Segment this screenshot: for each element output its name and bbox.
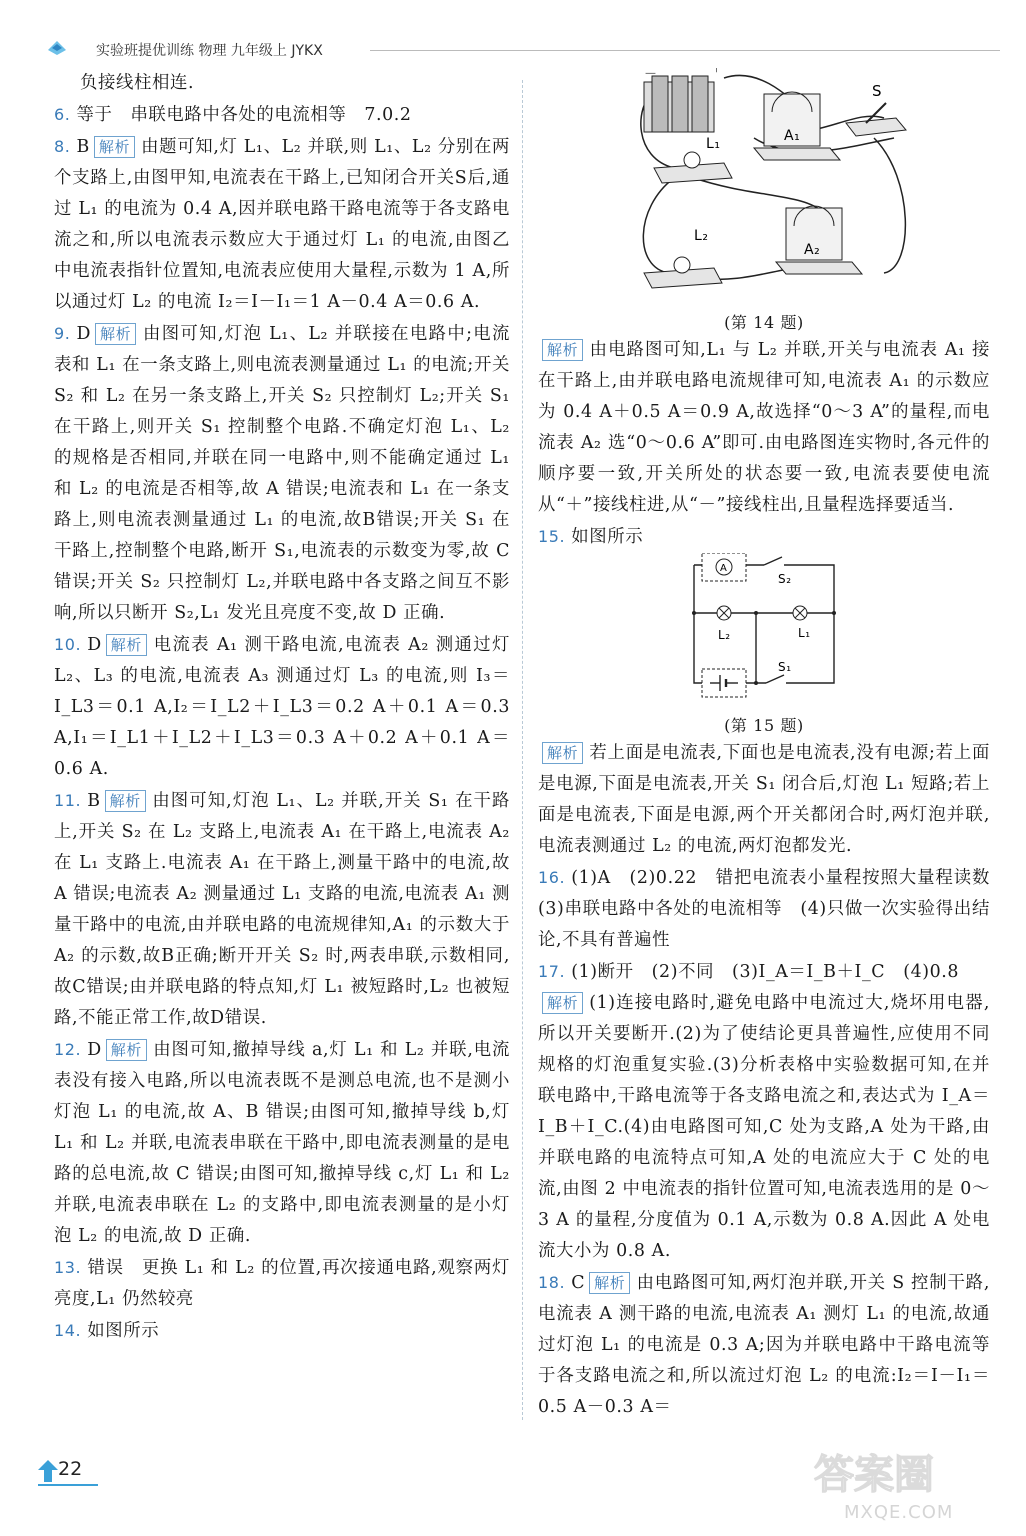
- lamp-l1-label: L₁: [798, 626, 811, 640]
- watermark-text: MXQE.COM: [844, 1502, 954, 1523]
- analysis-text: 若上面是电流表,下面也是电流表,没有电源;若上面是电源,下面是电流表,开关 S₁ 闭合后,灯泡 L₁ 短路;若上面是电流表,下面是电源,两个开关都闭合时,两灯泡并联,电流表测通过 L₂ 的电流,两灯泡都发光.: [538, 743, 990, 856]
- answer-12: [54, 1034, 510, 1252]
- answer-text: (1)断开 (2)不同 (3)I_A＝I_B＋I_C (4)0.8: [571, 962, 960, 982]
- answer-17: [538, 956, 990, 988]
- answer-9: [54, 318, 510, 629]
- analysis-tag: 解析: [105, 790, 146, 812]
- analysis-text: 由电路图可知,L₁ 与 L₂ 并联,开关与电流表 A₁ 接在干路上,由并联电路电流规律可知,电流表 A₁ 的示数应为 0.4 A＋0.5 A＝0.9 A,故选择“0～3 A”的量程,而电流表 A₂ 选“0～0.6 A”即可.由电路图连实物时,各元件的顺序要一致,开关所处的状态要一致,电流表要使电流从“＋”接线柱进,从“－”接线柱出,且量程选择要适当.: [538, 340, 990, 515]
- switch-label: S: [872, 82, 883, 100]
- answer-text: (1)A (2)0.22 错把电流表小量程按照大量程读数 (3)串联电路中各处的电流相等 (4)只做一次实验得出结论,不具有普遍性: [538, 868, 1008, 950]
- page-number: [38, 1456, 90, 1486]
- battery-plus-label: ＋: [710, 68, 724, 76]
- answer-text: 错误 更换 L₁ 和 L₂ 的位置,再次接通电路,观察两灯亮度,L₁ 仍然较亮: [54, 1258, 510, 1309]
- right-column: [538, 68, 1008, 1423]
- answer-choice: B: [76, 137, 90, 157]
- question-number: 10.: [54, 635, 82, 654]
- battery-minus-label: －: [644, 68, 658, 82]
- answer-11: [54, 785, 510, 1034]
- question-number: 9.: [54, 324, 71, 343]
- answer-choice: D: [76, 324, 92, 344]
- lamp-l2-label: L₂: [718, 628, 731, 642]
- header-rule: [370, 50, 1000, 51]
- question-number: 12.: [54, 1040, 82, 1059]
- analysis-tag: 解析: [542, 339, 583, 361]
- analysis-tag: 解析: [95, 323, 136, 345]
- lamp-l2-symbol-icon: [717, 606, 731, 620]
- battery-icon: [644, 76, 714, 132]
- analysis-tag: 解析: [589, 1272, 630, 1294]
- answer-5-cont: 负接线柱相连.: [80, 73, 195, 93]
- up-arrow-icon: [38, 1460, 58, 1482]
- figure-14-caption: (第 14 题): [724, 313, 804, 332]
- figure-15-circuit: [674, 553, 854, 703]
- switch-s2-label: S₂: [778, 572, 792, 586]
- page-header: [40, 38, 1000, 58]
- ammeter-a2-icon: [776, 206, 862, 274]
- watermark-logo: [804, 1440, 1004, 1530]
- question-number: 11.: [54, 791, 82, 810]
- answer-6: [54, 99, 510, 131]
- analysis-text: 由图可知,撤掉导线 a,灯 L₁ 和 L₂ 并联,电流表没有接入电路,所以电流表既不是测总电流,也不是测小灯泡 L₁ 的电流,故 A、B 错误;由图可知,撤掉导线 b,灯 L₁ 和 L₂ 并联,电流表串联在干路中,即电流表测量的是电路的总电流,故 C 错误;由图可知,撤掉导线 c,灯 L₁ 和 L₂ 并联,电流表串联在 L₂ 的支路中,即电流表测量的是小灯泡 L₂ 的电流,故 D 正确.: [54, 1040, 510, 1246]
- answer-text: 等于 串联电路中各处的电流相等 7.0.2: [76, 105, 412, 125]
- question-number: 13.: [54, 1258, 82, 1277]
- answer-13: [54, 1252, 510, 1315]
- lamp-l1-label: L₁: [706, 136, 721, 152]
- question-number: 18.: [538, 1273, 566, 1292]
- analysis-17: [538, 988, 990, 1267]
- answer-10: [54, 629, 510, 785]
- question-number: 16.: [538, 868, 566, 887]
- figure-14: [538, 68, 990, 335]
- ammeter-a1-label: A₁: [784, 128, 801, 144]
- lamp-l1-icon: [654, 152, 732, 183]
- question-number: 14.: [54, 1321, 82, 1340]
- switch-s2-symbol-icon: [764, 557, 784, 569]
- switch-icon: [846, 103, 906, 136]
- switch-s1-label: S₁: [778, 660, 792, 674]
- analysis-text: 由图可知,灯泡 L₁、L₂ 并联接在电路中;电流表和 L₁ 在一条支路上,则电流表测量通过 L₁ 的电流;开关 S₂ 和 L₂ 在另一条支路上,开关 S₂ 只控制灯 L₂;开关 S₁ 在干路上,则开关 S₁ 控制整个电路.不确定灯泡 L₁、L₂ 的规格是否相同,并联在同一电路中,则不能确定通过 L₁ 和 L₂ 的电流是否相等,故 A 错误;电流表和 L₁ 在一条支路上,则电流表测量通过 L₁ 的电流,故B错误;开关 S₁ 在干路上,控制整个电路,断开 S₁,电流表的示数变为零,故 C 错误;开关 S₂ 只控制灯 L₂,并联电路中各支路之间互不影响,所以只断开 S₂,L₁ 发光且亮度不变,故 D 正确.: [54, 324, 510, 623]
- analysis-tag: 解析: [106, 1039, 147, 1061]
- book-logo-icon: [46, 36, 68, 58]
- figure-14-drawing: [614, 68, 914, 300]
- question-number: 8.: [54, 137, 71, 156]
- lamp-l2-label: L₂: [694, 228, 709, 244]
- figure-15: [538, 553, 990, 738]
- answer-18: [538, 1267, 990, 1423]
- answer-8: [54, 131, 510, 318]
- analysis-tag: 解析: [542, 992, 583, 1014]
- left-column: [54, 68, 510, 1347]
- question-number: 15.: [538, 527, 566, 546]
- analysis-14: [538, 335, 990, 521]
- ammeter-label: A: [720, 563, 728, 574]
- analysis-15: [538, 738, 990, 862]
- column-divider: [522, 80, 523, 1420]
- answer-choice: C: [571, 1273, 586, 1293]
- analysis-text: 电流表 A₁ 测干路电流,电流表 A₂ 测通过灯 L₂、L₃ 的电流,电流表 A₃ 测通过灯 L₃ 的电流,则 I₃＝I_L3＝0.1 A,I₂＝I_L2＋I_L3＝0.2 A＋0.1 A＝0.3 A,I₁＝I_L1＋I_L2＋I_L3＝0.3 A＋0.2 A＋0.1 A＝0.6 A.: [54, 635, 510, 779]
- lamp-l1-symbol-icon: [793, 606, 807, 620]
- analysis-tag: 解析: [94, 136, 135, 158]
- question-number: 6.: [54, 105, 71, 124]
- svg-text:答案圈: 答案圈: [814, 1452, 934, 1498]
- answer-choice: D: [87, 1040, 102, 1060]
- answer-16: [538, 862, 1008, 956]
- question-number: 17.: [538, 962, 566, 981]
- analysis-text: 由图可知,灯泡 L₁、L₂ 并联,开关 S₁ 在干路上,开关 S₂ 在 L₂ 支路上,电流表 A₁ 在干路上,电流表 A₂ 在 L₁ 支路上.电流表 A₁ 在干路上,测量干路中的电流,故 A 错误;电流表 A₂ 测量通过 L₁ 支路的电流,电流表 A₁ 测量干路中的电流,由并联电路的电流规律知,A₁ 的示数大于 A₂ 的示数,故B正确;断开开关 S₂ 时,两表串联,示数相同,故C错误;由并联电路的特点知,灯 L₁ 被短路时,L₂ 也被短路,不能正常工作,故D错误.: [54, 791, 510, 1028]
- answer-choice: D: [87, 635, 102, 655]
- answer-text: 如图所示: [571, 527, 644, 547]
- answer-15: [538, 521, 990, 553]
- analysis-tag: 解析: [106, 634, 147, 656]
- analysis-text: 由题可知,灯 L₁、L₂ 并联,则 L₁、L₂ 分别在两个支路上,由图甲知,电流表在干路上,已知闭合开关S后,通过 L₁ 的电流为 0.4 A,因并联电路干路电流等于各支路电流之和,所以电流表示数应大于通过灯 L₁ 的电流,由图乙中电流表指针位置知,电流表应使用大量程,示数为 1 A,所以通过灯 L₂ 的电流 I₂＝I－I₁＝1 A－0.4 A＝0.6 A.: [54, 137, 510, 312]
- analysis-tag: 解析: [542, 742, 583, 764]
- figure-15-caption: (第 15 题): [724, 716, 804, 735]
- answer-choice: B: [87, 791, 101, 811]
- page-number-rule: [38, 1484, 98, 1486]
- analysis-text: 由电路图可知,两灯泡并联,开关 S 控制干路,电流表 A 测干路的电流,电流表 A₁ 测灯 L₁ 的电流,故通过灯泡 L₁ 的电流是 0.3 A;因为并联电路中干路电流等于各支路电流之和,所以流过灯泡 L₂ 的电流:I₂＝I－I₁＝0.5 A－0.3 A＝: [538, 1273, 990, 1417]
- switch-s1-symbol-icon: [766, 675, 786, 687]
- ammeter-a2-label: A₂: [804, 242, 821, 258]
- answer-14: [54, 1315, 510, 1347]
- page-number-text: 22: [58, 1458, 83, 1480]
- answer-text: 如图所示: [87, 1321, 160, 1341]
- header-title: 实验班提优训练 物理 九年级上 JYKX: [96, 43, 323, 59]
- analysis-text: (1)连接电路时,避免电路中电流过大,烧坏用电器,所以开关要断开.(2)为了使结论更具普遍性,应使用不同规格的灯泡重复实验.(3)分析表格中实验数据可知,在并联电路中,干路电流等于各支路电流之和,表达式为 I_A＝I_B＋I_C.(4)由电路图可知,C 处为支路,A 处为干路,由并联电路的电流特点可知,A 处的电流应大于 C 处的电流,由图 2 中电流表的指针位置可知,电流表选用的是 0～3 A 的量程,分度值为 0.1 A,示数为 0.8 A.因此 A 处电流大小为 0.8 A.: [538, 993, 990, 1261]
- lamp-l2-icon: [644, 257, 722, 288]
